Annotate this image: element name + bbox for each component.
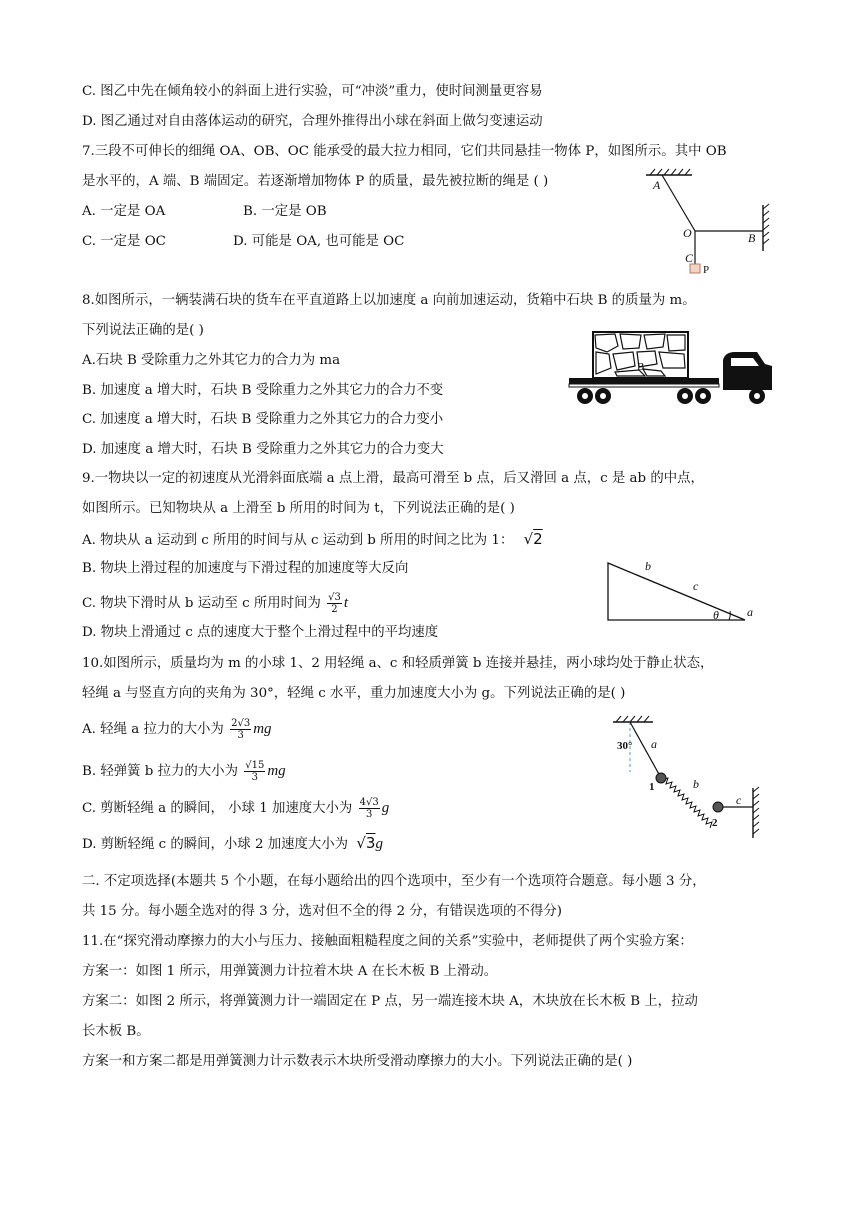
q9-option-c-numerator: √3 <box>328 592 341 603</box>
q10-label-2: 2 <box>712 817 718 829</box>
q10-option-a-text: A. 轻绳 a 拉力的大小为 <box>82 722 224 737</box>
q10-option-b <box>82 760 286 783</box>
q10-option-a-variable: mg <box>253 721 272 737</box>
q11-stem-line5: 方案一和方案二都是用弹簧测力计示数表示木块所受滑动摩擦力的大小。下列说法正确的是( ) <box>82 1054 633 1069</box>
q10-option-c-variable: g <box>381 800 390 816</box>
q11-stem-line3: 方案二：如图 2 所示，将弹簧测力计一端固定在 P 点，另一端连接木块 A，木块放在长木板 B 上，拉动 <box>82 994 698 1009</box>
q6-option-c: C. 图乙中先在倾角较小的斜面上进行实验，可“冲淡”重力，使时间测量更容易 <box>82 84 543 99</box>
q9-label-b: b <box>645 559 651 573</box>
q7-label-p: P <box>703 264 710 276</box>
section2-heading-line2: 共 15 分。每小题全选对的得 3 分，选对但不全的得 2 分，有错误选项的不得分) <box>82 904 562 919</box>
q6-option-d: D. 图乙通过对自由落体运动的研究，合理外推得出小球在斜面上做匀变速运动 <box>82 114 543 129</box>
q9-option-c <box>82 592 348 615</box>
q10-option-b-denominator: 3 <box>251 772 258 783</box>
q10-option-a-numerator: 2√3 <box>231 718 251 729</box>
q8-truck-figure <box>565 330 780 410</box>
q11-stem-line2: 方案一：如图 1 所示，用弹簧测力计拉着木块 A 在长木板 B 上滑动。 <box>82 964 498 979</box>
q10-option-b-text: B. 轻弹簧 b 拉力的大小为 <box>82 764 238 779</box>
q9-sqrt-symbol: √2 <box>523 530 543 548</box>
q10-option-c <box>82 797 389 820</box>
q8-option-b: B. 加速度 a 增大时，石块 B 受除重力之外其它力的合力不变 <box>82 383 444 398</box>
q7-label-a: A <box>653 178 661 192</box>
q10-option-a-fraction <box>230 718 251 741</box>
q9-option-c-text: C. 物块下滑时从 b 运动至 c 所用时间为 <box>82 596 321 611</box>
q10-option-b-fraction <box>244 760 265 783</box>
q9-option-c-fraction <box>327 592 342 615</box>
q11-stem-line4: 长木板 B。 <box>82 1024 150 1039</box>
q9-label-theta: θ <box>713 608 719 622</box>
q9-option-d: D. 物块上滑通过 c 点的速度大于整个上滑过程中的平均速度 <box>82 625 439 640</box>
q10-option-c-denominator: 3 <box>365 809 373 820</box>
q9-option-b: B. 物块上滑过程的加速度与下滑过程的加速度等大反向 <box>82 561 409 576</box>
q7-rope-figure <box>640 165 780 280</box>
q9-stem-line1: 9.一物块以一定的初速度从光滑斜面底端 a 点上滑，最高可滑至 b 点，后又滑回 a 点，c 是 ab 的中点， <box>82 471 704 486</box>
q8-option-d: D. 加速度 a 增大时，石块 B 受除重力之外其它力的合力变大 <box>82 442 444 457</box>
q8-label-b: B <box>637 361 645 373</box>
q10-label-b: b <box>693 777 699 791</box>
q10-option-b-numerator: √15 <box>245 760 265 771</box>
q10-stem-line1: 10.如图所示，质量均为 m 的小球 1、2 用轻绳 a、c 和轻质弹簧 b 连接并悬挂，两小球均处于静止状态， <box>82 656 714 671</box>
q7-option-d: D. 可能是 OA, 也可能是 OC <box>233 234 405 249</box>
q9-stem-line2: 如图所示。已知物块从 a 上滑至 b 所用的时间为 t，下列说法正确的是( ) <box>82 501 515 516</box>
q10-option-c-fraction <box>359 797 380 820</box>
q7-label-o: O <box>683 226 692 240</box>
q8-option-c: C. 加速度 a 增大时，石块 B 受除重力之外其它力的合力变小 <box>82 412 444 427</box>
q9-label-a: a <box>747 605 753 619</box>
q11-stem-line1: 11.在“探究滑动摩擦力的大小与压力、接触面粗糙程度之间的关系”实验中，老师提供了两个实验方案： <box>82 934 693 949</box>
q8-stem-line1: 8.如图所示，一辆装满石块的货车在平直道路上以加速度 a 向前加速运动，货箱中石块 B 的质量为 m。 <box>82 293 696 308</box>
q8-option-a: A.石块 B 受除重力之外其它力的合力为 ma <box>82 353 341 368</box>
q10-option-c-numerator: 4√3 <box>359 797 379 808</box>
q7-stem-line2: 是水平的，A 端、B 端固定。若逐渐增加物体 P 的质量，最先被拉断的绳是 ( ) <box>82 174 549 189</box>
q7-option-a: A. 一定是 OA <box>82 204 166 219</box>
q7-label-b: B <box>748 231 756 245</box>
q10-option-a-denominator: 3 <box>237 730 244 741</box>
q10-option-a <box>82 718 272 741</box>
q10-option-d-text: D. 剪断轻绳 c 的瞬间，小球 2 加速度大小为 <box>82 837 349 852</box>
q9-option-a-text: A. 物块从 a 运动到 c 所用的时间与从 c 运动到 b 所用的时间之比为 1： <box>82 533 514 548</box>
q10-label-1: 1 <box>649 781 655 793</box>
q9-option-c-variable: t <box>343 595 349 611</box>
q10-option-d <box>82 834 383 854</box>
q7-stem-line1: 7.三段不可伸长的细绳 OA、OB、OC 能承受的最大拉力相同，它们共同悬挂一物体 P，如图所示。其中 OB <box>82 144 727 159</box>
q9-option-a <box>82 530 543 550</box>
q10-spring-figure <box>605 710 770 845</box>
q7-option-c: C. 一定是 OC <box>82 234 166 249</box>
q10-option-d-variable: g <box>375 836 383 852</box>
q10-option-d-radicand: 3 <box>365 834 376 852</box>
q9-option-a-radicand: 2 <box>533 530 543 548</box>
q8-stem-line2: 下列说法正确的是( ) <box>82 323 204 338</box>
q10-option-c-text: C. 剪断轻绳 a 的瞬间， 小球 1 加速度大小为 <box>82 801 353 816</box>
q10-stem-line2: 轻绳 a 与竖直方向的夹角为 30°，轻绳 c 水平，重力加速度大小为 g。下列说法正确的是( ) <box>82 686 626 701</box>
q9-incline-figure <box>605 558 760 628</box>
q9-label-c: c <box>693 579 699 593</box>
q10-label-a: a <box>651 737 657 751</box>
q10-option-b-variable: mg <box>267 763 286 779</box>
section2-heading-line1: 二. 不定项选择(本题共 5 个小题，在每小题给出的四个选项中，至少有一个选项符合题意。每小题 3 分， <box>82 874 706 889</box>
q10-label-angle: 30° <box>617 740 633 752</box>
q9-option-c-denominator: 2 <box>331 604 338 615</box>
q10-label-c: c <box>736 793 742 807</box>
q7-option-b: B. 一定是 OB <box>243 204 327 219</box>
q7-label-c: C <box>685 251 694 265</box>
q10-sqrt-symbol: √3 <box>356 834 376 852</box>
